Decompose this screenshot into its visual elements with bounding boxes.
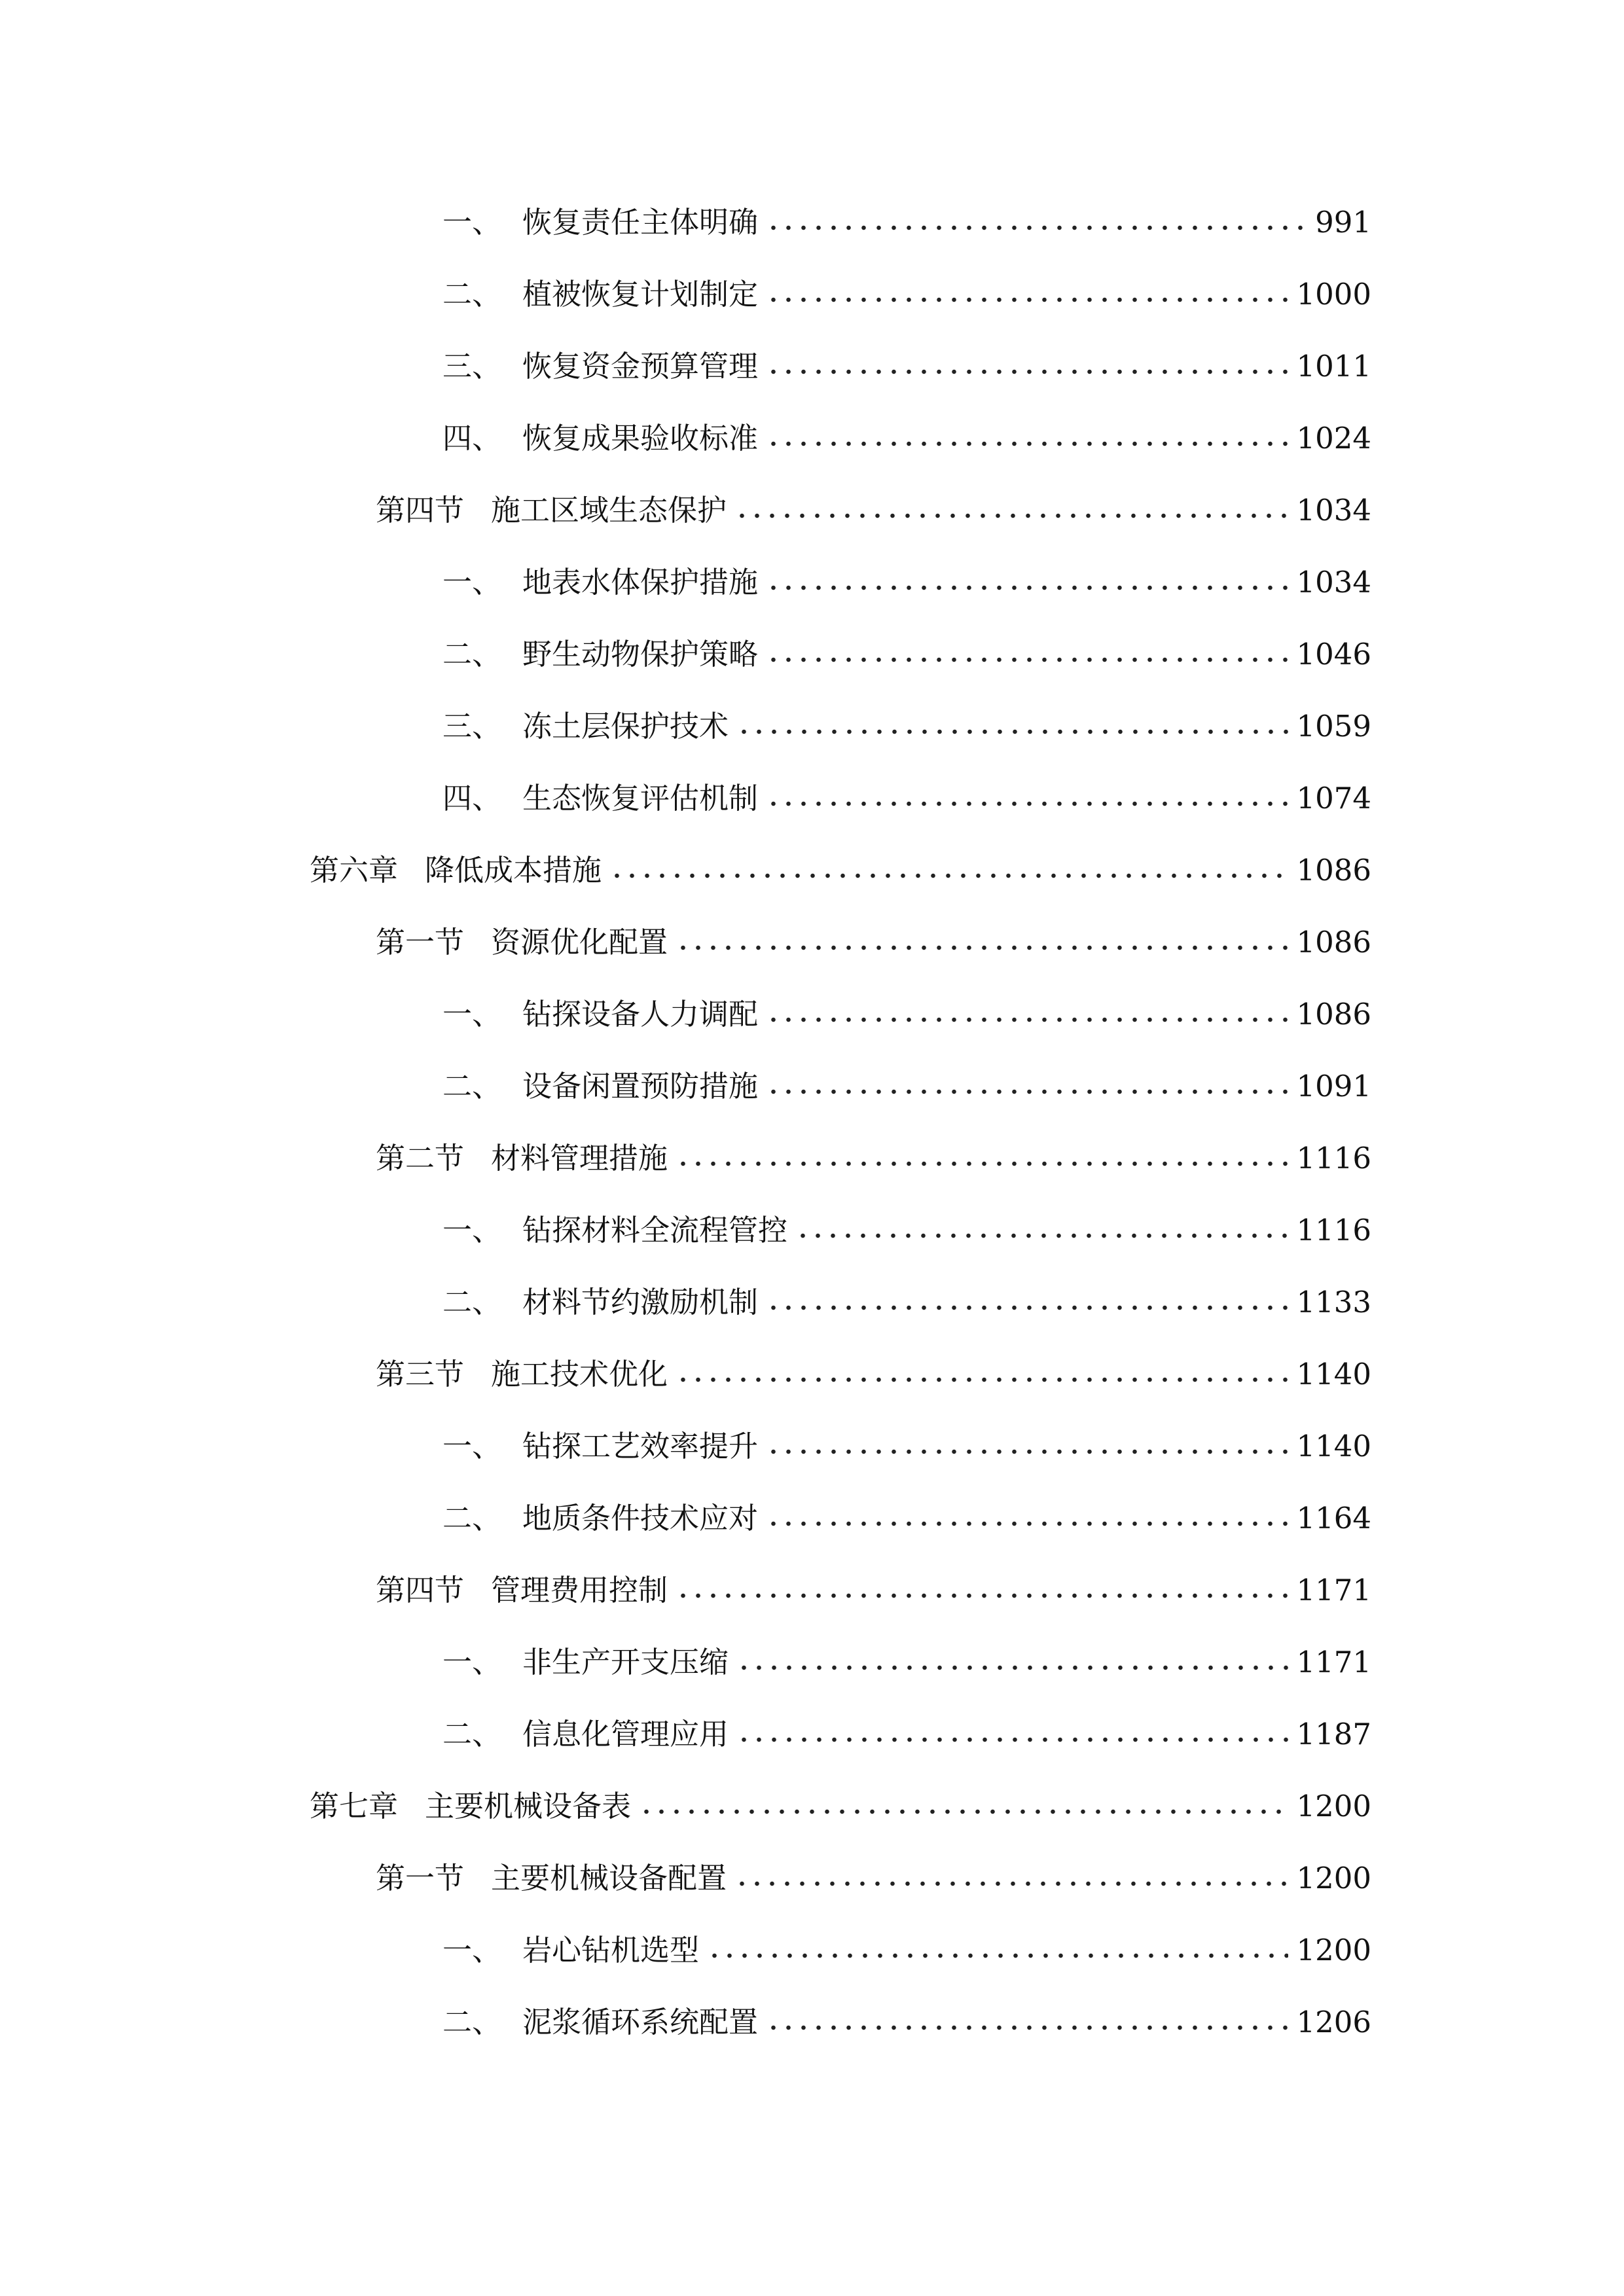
toc-entry-page: 1187: [1296, 1717, 1371, 1751]
toc-entry-title: 钻探工艺效率提升: [522, 1429, 759, 1463]
toc-entry-title: 管理费用控制: [491, 1573, 668, 1607]
toc-entry-number: 二、: [442, 2005, 502, 2039]
toc-entry-number: 二、: [442, 277, 502, 312]
toc-entry-title: 野生动物保护策略: [522, 637, 759, 672]
toc-entry-number: 第一节: [376, 925, 465, 960]
toc-entry-title: 施工区域生态保护: [491, 493, 727, 528]
toc-entry[interactable]: [442, 766, 1371, 818]
toc-leader-dots: [707, 1950, 1288, 1961]
toc-entry-number: 二、: [442, 1285, 502, 1319]
toc-entry[interactable]: [310, 838, 1371, 890]
toc-entry-title: 资源优化配置: [491, 925, 668, 960]
toc-entry-title: 钻探设备人力调配: [522, 997, 759, 1031]
toc-entry-number: 一、: [442, 1933, 502, 1967]
toc-entry-title: 恢复成果验收标准: [522, 421, 759, 456]
toc-entry[interactable]: [376, 1846, 1371, 1898]
toc-entry-page: 1034: [1296, 565, 1371, 600]
toc-entry[interactable]: [442, 1054, 1371, 1106]
toc-entry[interactable]: [376, 1342, 1371, 1394]
toc-entry[interactable]: [442, 1270, 1371, 1322]
toc-entry[interactable]: [310, 1774, 1371, 1826]
toc-entry[interactable]: [442, 1198, 1371, 1250]
toc-entry[interactable]: [442, 1918, 1371, 1970]
toc-entry-number: 二、: [442, 1717, 502, 1751]
toc-entry-page: 1140: [1296, 1429, 1371, 1463]
toc-entry-number: 一、: [442, 1645, 502, 1679]
toc-leader-dots: [766, 367, 1288, 377]
toc-entry[interactable]: [442, 1990, 1371, 2042]
toc-entry-page: 1086: [1296, 925, 1371, 960]
toc-entry[interactable]: [442, 190, 1371, 242]
toc-leader-dots: [736, 1734, 1288, 1745]
toc-entry[interactable]: [442, 262, 1371, 314]
toc-entry-title: 钻探材料全流程管控: [522, 1213, 788, 1247]
toc-entry-number: 四、: [442, 421, 502, 456]
toc-entry-page: 991: [1315, 205, 1371, 240]
toc-entry-title: 非生产开支压缩: [522, 1645, 729, 1679]
toc-entry-number: 第四节: [376, 1573, 465, 1607]
toc-entry-number: 一、: [442, 997, 502, 1031]
toc-entry-title: 材料节约激励机制: [522, 1285, 759, 1319]
toc-entry[interactable]: [442, 694, 1371, 746]
toc-entry-number: 一、: [442, 565, 502, 600]
toc-leader-dots: [736, 726, 1288, 737]
toc-leader-dots: [766, 655, 1288, 665]
toc-leader-dots: [766, 223, 1307, 233]
toc-entry-title: 冻土层保护技术: [522, 709, 729, 744]
toc-entry-number: 第四节: [376, 493, 465, 528]
toc-entry-title: 岩心钻机选型: [522, 1933, 700, 1967]
toc-entry-page: 1133: [1296, 1285, 1371, 1319]
toc-entry[interactable]: [376, 478, 1371, 530]
toc-entry-page: 1074: [1296, 781, 1371, 816]
toc-entry-page: 1200: [1296, 1789, 1371, 1823]
toc-entry-page: 1011: [1296, 349, 1371, 384]
toc-entry-title: 恢复资金预算管理: [522, 349, 759, 384]
toc-entry-page: 1164: [1296, 1501, 1371, 1535]
toc-entry-title: 生态恢复评估机制: [522, 781, 759, 816]
toc-entry-page: 1091: [1296, 1069, 1371, 1103]
toc-entry-number: 一、: [442, 1429, 502, 1463]
toc-entry-number: 一、: [442, 1213, 502, 1247]
toc-entry-page: 1200: [1296, 1933, 1371, 1967]
toc-leader-dots: [676, 1374, 1288, 1385]
toc-entry[interactable]: [442, 1414, 1371, 1466]
toc-entry-number: 四、: [442, 781, 502, 816]
toc-leader-dots: [766, 1086, 1288, 1097]
toc-entry-title: 地质条件技术应对: [522, 1501, 759, 1535]
toc-leader-dots: [766, 1518, 1288, 1529]
toc-entry-page: 1206: [1296, 2005, 1371, 2039]
toc-leader-dots: [766, 295, 1288, 305]
toc-entry-title: 恢复责任主体明确: [522, 205, 759, 240]
toc-entry-number: 二、: [442, 1501, 502, 1535]
toc-entry[interactable]: [376, 1126, 1371, 1178]
toc-leader-dots: [639, 1806, 1288, 1817]
toc-entry[interactable]: [442, 1702, 1371, 1754]
toc-entry-number: 第六章: [310, 853, 399, 888]
toc-entry[interactable]: [442, 1486, 1371, 1538]
toc-entry-page: 1171: [1296, 1645, 1371, 1679]
toc-entry-number: 二、: [442, 637, 502, 672]
toc-entry-number: 第七章: [310, 1789, 399, 1823]
toc-entry-page: 1000: [1296, 277, 1371, 312]
toc-entry-page: 1116: [1296, 1213, 1371, 1247]
toc-entry-title: 泥浆循环系统配置: [522, 2005, 759, 2039]
toc-entry-page: 1034: [1296, 493, 1371, 528]
toc-entry[interactable]: [442, 982, 1371, 1034]
toc-entry[interactable]: [442, 406, 1371, 458]
toc-entry-page: 1024: [1296, 421, 1371, 456]
toc-entry-page: 1200: [1296, 1861, 1371, 1895]
toc-leader-dots: [766, 2022, 1288, 2033]
toc-entry-number: 三、: [442, 709, 502, 744]
toc-entry-page: 1086: [1296, 853, 1371, 888]
toc-leader-dots: [766, 1014, 1288, 1025]
toc-entry-title: 地表水体保护措施: [522, 565, 759, 600]
toc-leader-dots: [609, 870, 1288, 881]
toc-entry-title: 主要机械设备表: [425, 1789, 632, 1823]
toc-entry-page: 1171: [1296, 1573, 1371, 1607]
toc-entry[interactable]: [442, 622, 1371, 674]
toc-entry-number: 二、: [442, 1069, 502, 1103]
toc-entry-title: 主要机械设备配置: [491, 1861, 727, 1895]
toc-entry[interactable]: [376, 910, 1371, 962]
toc-leader-dots: [766, 1302, 1288, 1313]
toc-entry-title: 设备闲置预防措施: [522, 1069, 759, 1103]
toc-entry-page: 1116: [1296, 1141, 1371, 1175]
toc-entry-title: 降低成本措施: [425, 853, 602, 888]
toc-leader-dots: [795, 1230, 1288, 1241]
toc-entry-number: 第一节: [376, 1861, 465, 1895]
toc-entry-title: 材料管理措施: [491, 1141, 668, 1175]
toc-leader-dots: [736, 1662, 1288, 1673]
toc-leader-dots: [676, 1158, 1288, 1169]
toc-entry-page: 1140: [1296, 1357, 1371, 1391]
toc-entry-title: 信息化管理应用: [522, 1717, 729, 1751]
toc-leader-dots: [676, 1590, 1288, 1601]
toc-entry[interactable]: [442, 1630, 1371, 1682]
toc-entry-page: 1059: [1296, 709, 1371, 744]
toc-leader-dots: [766, 798, 1288, 809]
toc-leader-dots: [766, 1446, 1288, 1457]
toc-entry-page: 1046: [1296, 637, 1371, 672]
toc-leader-dots: [734, 1878, 1288, 1889]
toc-entry[interactable]: [442, 550, 1371, 602]
toc-entry-title: 植被恢复计划制定: [522, 277, 759, 312]
toc-entry-number: 一、: [442, 205, 502, 240]
toc-entry[interactable]: [442, 334, 1371, 386]
toc-entry-number: 第二节: [376, 1141, 465, 1175]
toc-leader-dots: [734, 511, 1288, 521]
toc-entry-number: 第三节: [376, 1357, 465, 1391]
toc-entry-number: 三、: [442, 349, 502, 384]
toc-leader-dots: [676, 942, 1288, 953]
toc-leader-dots: [766, 583, 1288, 593]
toc-entry-title: 施工技术优化: [491, 1357, 668, 1391]
toc-leader-dots: [766, 439, 1288, 449]
toc-entry[interactable]: [376, 1558, 1371, 1610]
toc-entry-page: 1086: [1296, 997, 1371, 1031]
